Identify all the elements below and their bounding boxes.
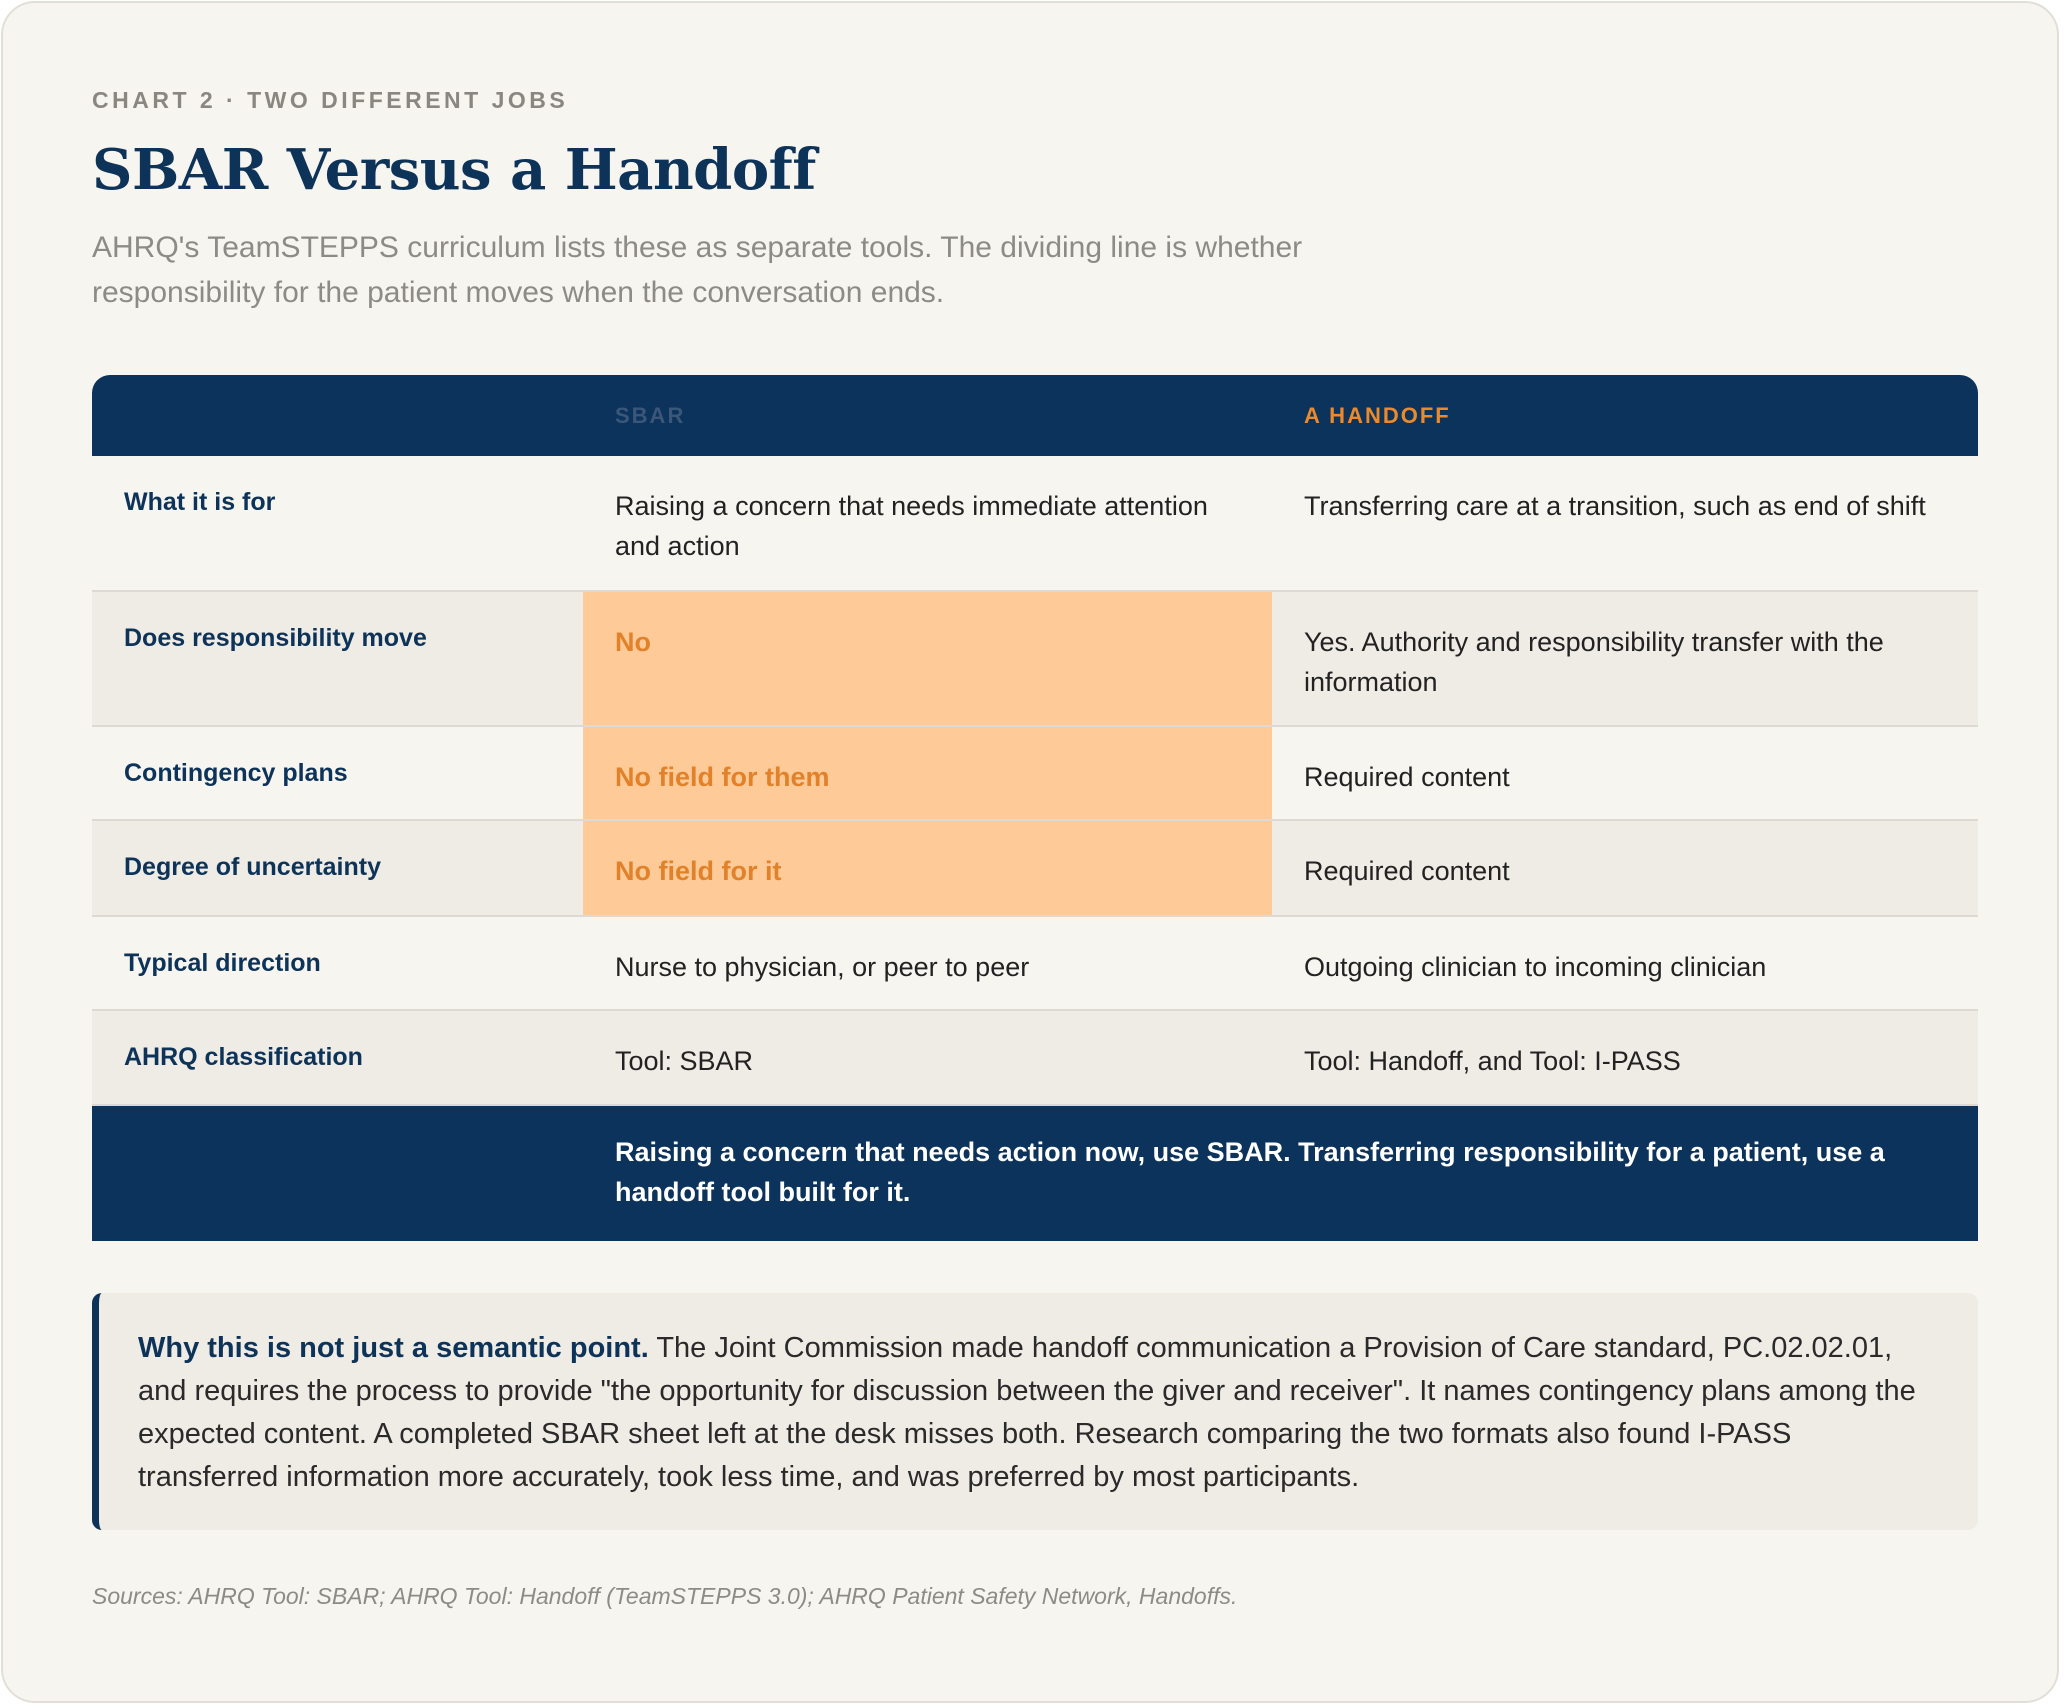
handoff-cell: Transferring care at a transition, such as end of shift — [1272, 456, 1978, 591]
table-row — [92, 916, 1978, 1010]
summary-row — [92, 1105, 1978, 1241]
summary-spacer — [92, 1105, 583, 1241]
sbar-cell: Tool: SBAR — [583, 1010, 1272, 1105]
comparison-table — [92, 375, 1978, 1241]
row-label: Contingency plans — [92, 726, 583, 820]
chart-title: SBAR Versus a Handoff — [92, 137, 816, 203]
summary-text: Raising a concern that needs action now, use SBAR. Transferring responsibility for a patient, use a handoff tool built for it. — [583, 1105, 1978, 1241]
callout-lead: Why this is not just a semantic point. — [138, 1332, 649, 1364]
chart-subtitle: AHRQ's TeamSTEPPS curriculum lists these as separate tools. The dividing line is whether responsibility for the patient moves when the conversation ends. — [92, 231, 1303, 309]
handoff-cell: Required content — [1272, 726, 1978, 820]
table-row — [92, 820, 1978, 916]
row-label: AHRQ classification — [92, 1010, 583, 1105]
callout-note — [92, 1293, 1978, 1530]
table-row — [92, 456, 1978, 591]
header-cell-empty — [92, 375, 583, 456]
table-row — [92, 591, 1978, 726]
table-row — [92, 1010, 1978, 1105]
row-label: Does responsibility move — [92, 591, 583, 726]
handoff-cell: Required content — [1272, 820, 1978, 916]
row-label: Degree of uncertainty — [92, 820, 583, 916]
table-body — [92, 456, 1978, 1105]
sbar-cell: Raising a concern that needs immediate attention and action — [583, 456, 1272, 591]
chart-card — [1, 1, 2059, 1703]
callout-body: The Joint Commission made handoff communication a Provision of Care standard, PC.02.02.01, and requires the process to provide "the opportunity for discussion between the giver and receiver". It names contingency plans among the expected content. A completed SBAR sheet left at the desk misses both. Research comparing the two formats also found I-PASS transferred information more accurately, took less time, and was preferred by most participants. — [138, 1332, 1916, 1493]
chart-kicker: CHART 2 · TWO DIFFERENT JOBS — [92, 87, 569, 113]
table-header-row — [92, 375, 1978, 456]
sbar-cell: No — [583, 591, 1272, 726]
handoff-cell: Yes. Authority and responsibility transfer with the information — [1272, 591, 1978, 726]
sources-note: Sources: AHRQ Tool: SBAR; AHRQ Tool: Handoff (TeamSTEPPS 3.0); AHRQ Patient Safety Network, Handoffs. — [92, 1583, 1238, 1609]
sbar-cell: Nurse to physician, or peer to peer — [583, 916, 1272, 1010]
handoff-cell: Tool: Handoff, and Tool: I-PASS — [1272, 1010, 1978, 1105]
handoff-cell: Outgoing clinician to incoming clinician — [1272, 916, 1978, 1010]
sbar-cell: No field for them — [583, 726, 1272, 820]
sbar-cell: No field for it — [583, 820, 1272, 916]
header-cell-sbar: SBAR — [615, 402, 686, 428]
table-row — [92, 726, 1978, 820]
row-label: Typical direction — [92, 916, 583, 1010]
header-cell-handoff: A HANDOFF — [1304, 402, 1451, 428]
row-label: What it is for — [92, 456, 583, 591]
